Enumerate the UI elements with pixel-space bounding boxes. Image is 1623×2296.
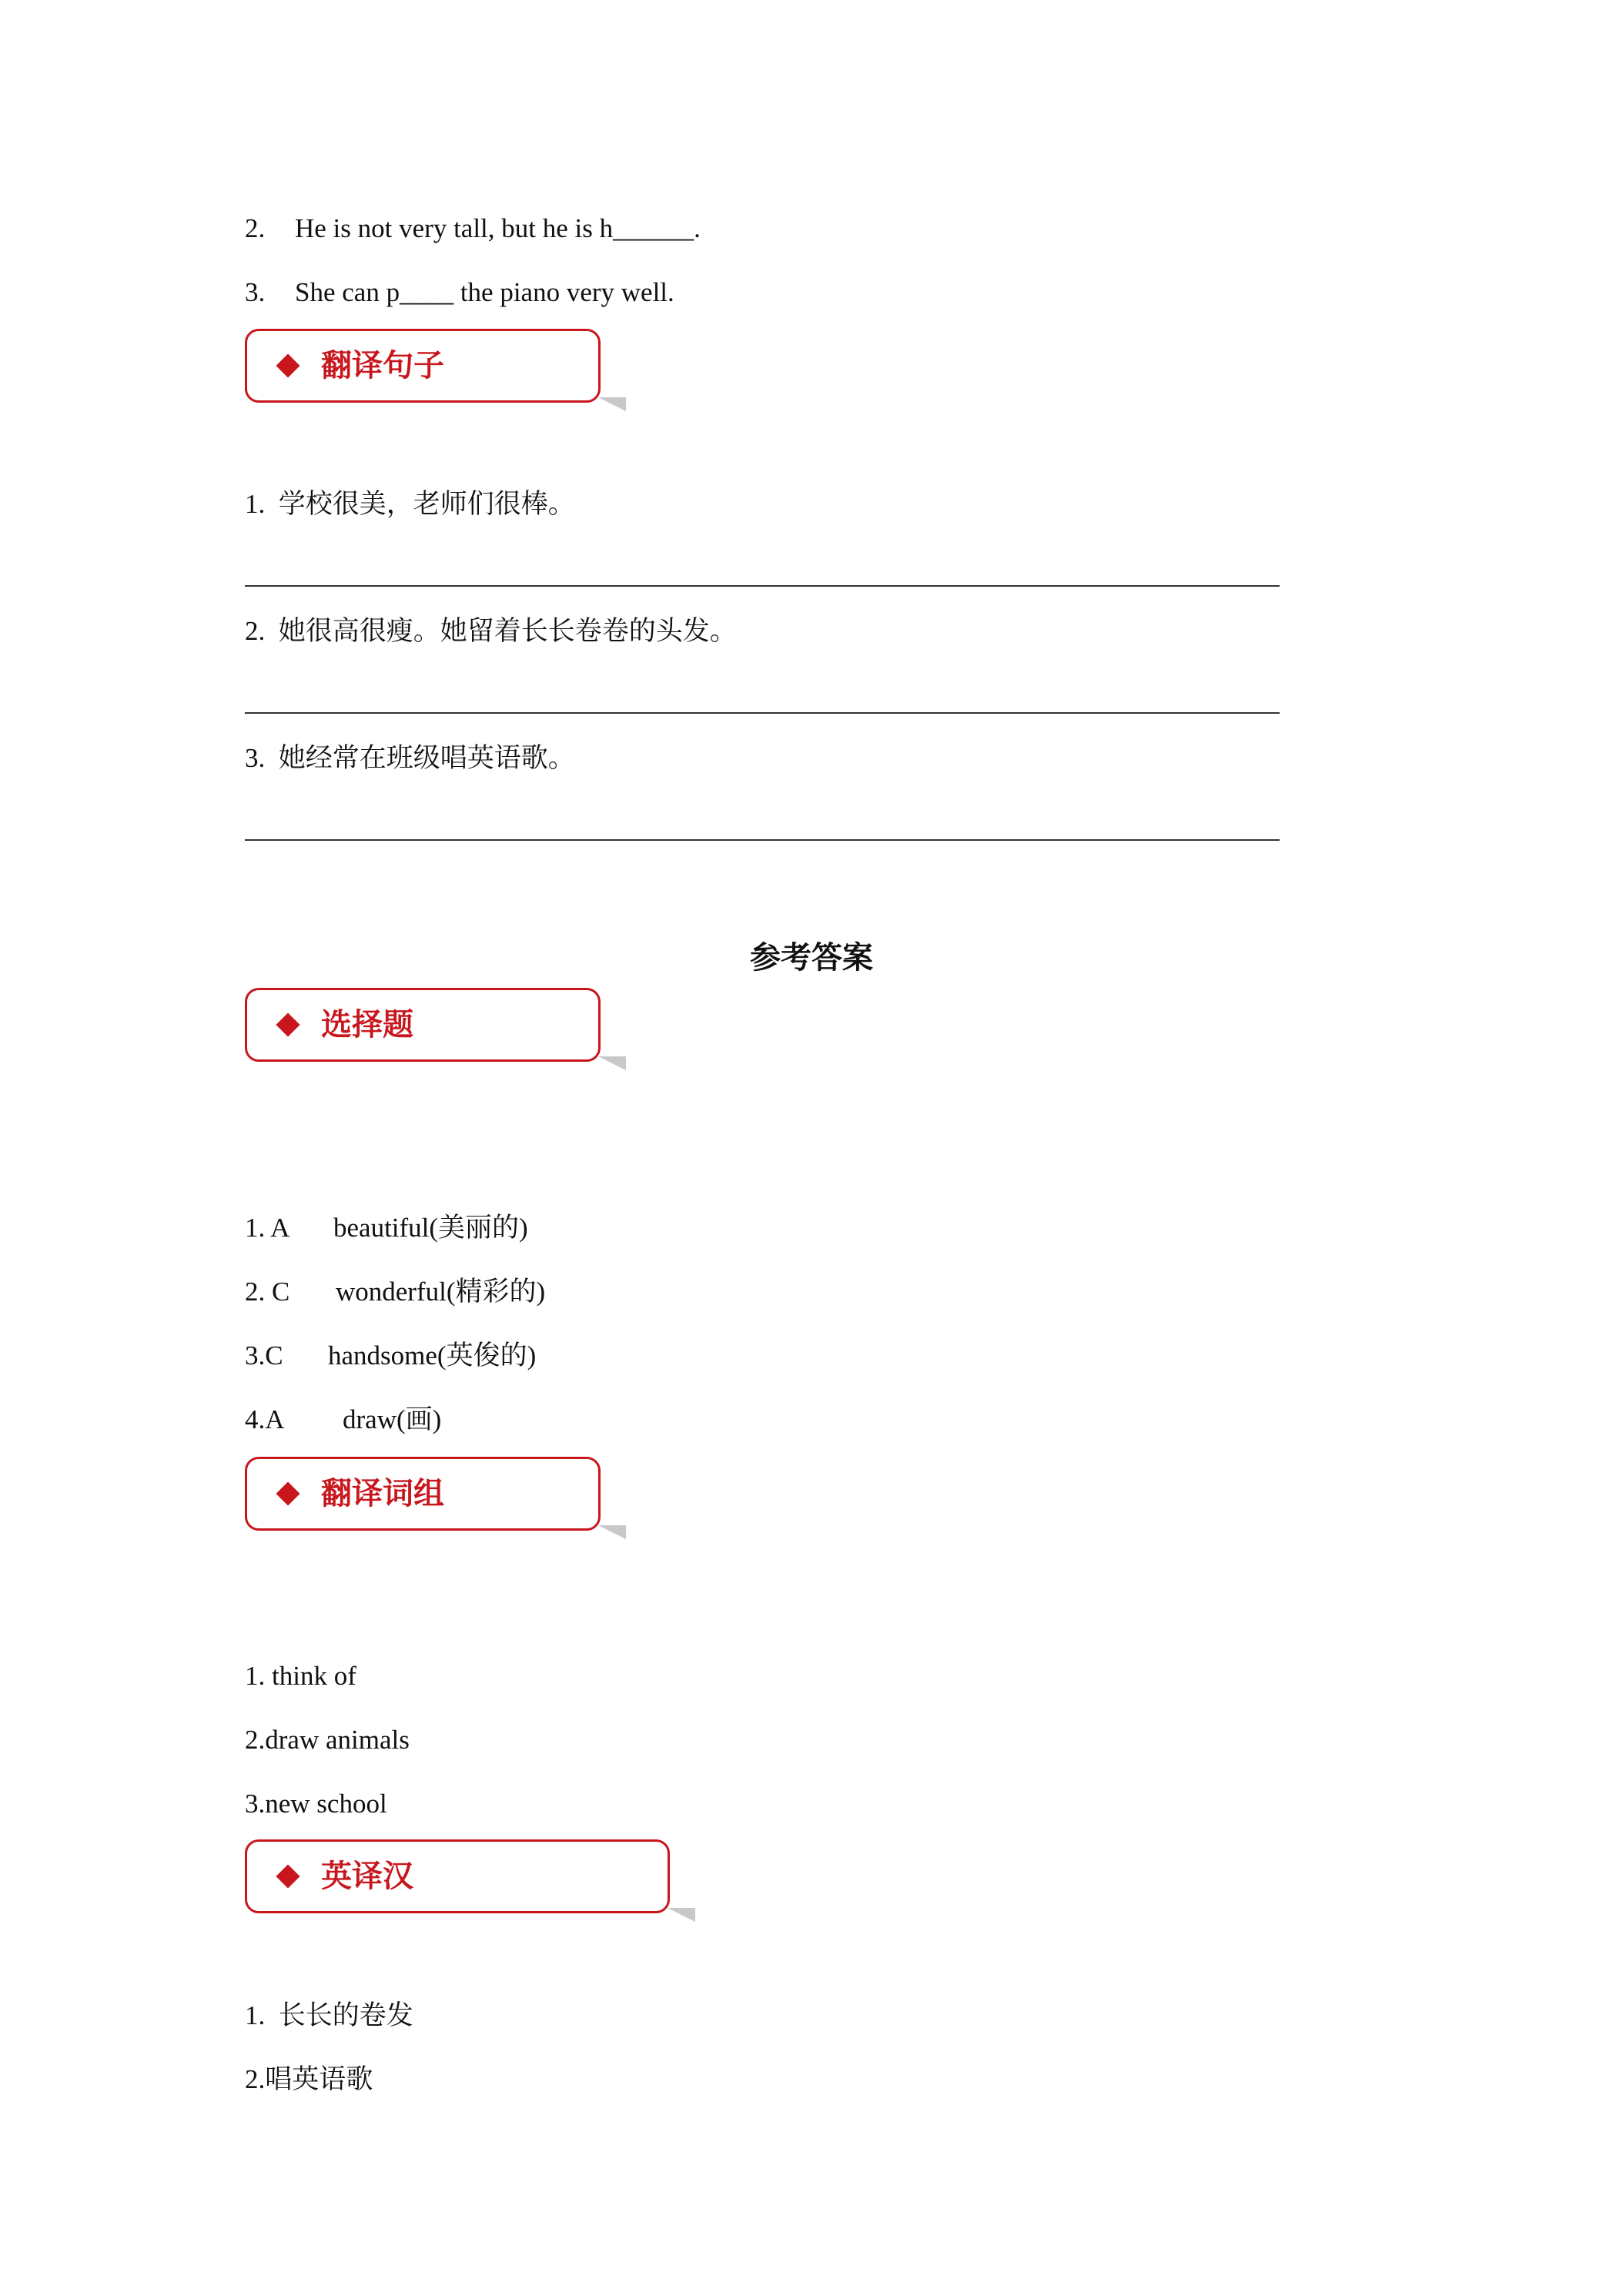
section-title: 翻译词组: [321, 1476, 444, 1511]
translate-sentence-1: 1. 学校很美，老师们很棒。: [245, 489, 575, 519]
diamond-icon: [276, 353, 300, 377]
tag-shadow: [598, 397, 626, 411]
phrase-answer-3: 3.new school: [245, 1789, 387, 1819]
tag-shadow: [598, 1056, 626, 1070]
fill-blank-item-2: He is not very tall, but he is h______.: [295, 213, 701, 243]
choice-answer-num-1: 1. A: [245, 1213, 290, 1243]
phrase-answer-2: 2.draw animals: [245, 1725, 410, 1755]
fill-blank-item-3: She can p____ the piano very well.: [295, 277, 674, 307]
tag-shadow: [668, 1908, 695, 1922]
section-header-translate-sentences: [245, 329, 601, 403]
choice-answer-text-1: beautiful(美丽的): [333, 1213, 528, 1243]
section-header-phrases: [245, 1457, 601, 1531]
fill-blank-num-3: 3.: [245, 277, 266, 307]
choice-answer-num-2: 2. C: [245, 1277, 290, 1307]
translate-sentence-2: 2. 她很高很瘦。她留着长长卷卷的头发。: [245, 616, 737, 646]
answer-line-2: [245, 712, 1280, 714]
section-title: 翻译句子: [321, 348, 444, 383]
diamond-icon: [276, 1864, 300, 1888]
choice-answer-num-3: 3.C: [245, 1340, 283, 1371]
en-cn-answer-1: 1. 长长的卷发: [245, 2000, 413, 2030]
tag-shadow: [598, 1525, 626, 1539]
answer-line-1: [245, 585, 1280, 587]
choice-answer-text-4: draw(画): [343, 1404, 442, 1434]
section-title: 选择题: [321, 1007, 413, 1043]
choice-answer-text-2: wonderful(精彩的): [336, 1277, 546, 1307]
choice-answer-num-4: 4.A: [245, 1404, 285, 1434]
section-header-choice: [245, 988, 601, 1062]
diamond-icon: [276, 1012, 300, 1036]
translate-sentence-3: 3. 她经常在班级唱英语歌。: [245, 743, 575, 773]
en-cn-answer-2: 2.唱英语歌: [245, 2064, 373, 2094]
fill-blank-num-2: 2.: [245, 213, 266, 243]
answer-line-3: [245, 839, 1280, 841]
phrase-answer-1: 1. think of: [245, 1661, 356, 1691]
diamond-icon: [276, 1481, 300, 1505]
section-title: 英译汉: [321, 1859, 413, 1894]
section-header-en-to-cn: [245, 1839, 670, 1913]
answers-title: 参考答案: [750, 940, 873, 976]
choice-answer-text-3: handsome(英俊的): [328, 1340, 537, 1371]
